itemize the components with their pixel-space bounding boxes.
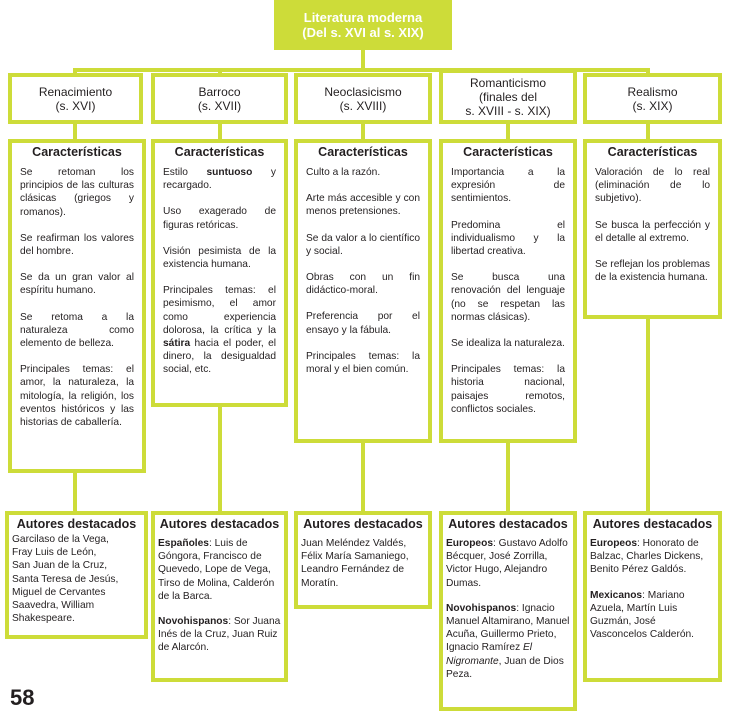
author-group [158, 615, 281, 655]
author-group [590, 589, 715, 642]
author-line: Fray Luis de León, [12, 547, 97, 559]
characteristic-item [163, 166, 276, 192]
connector-v-ren-low [73, 470, 77, 514]
period-romanticismo [439, 69, 577, 124]
author-group-text: : Honorato de Balzac, Charles Dickens, Benito Pérez Galdós. [590, 538, 704, 576]
title-line1: Literatura moderna [303, 10, 423, 25]
connector-v-bar-low [218, 404, 222, 514]
characteristic-item: Uso exagerado de figuras retóricas. [163, 206, 276, 231]
connector-v-rom-low [506, 440, 510, 514]
period-years-line2: s. XVIII - s. XIX) [465, 103, 551, 118]
authors-heading: Autores destacados [303, 517, 423, 531]
characteristic-item: Principales temas: el amor, la naturaleza, la mitología, la religión, los eventos históricos y las historias de caballería. [20, 364, 134, 429]
author-group-label: Novohispanos [158, 616, 229, 628]
characteristic-item: Se retoma a la naturaleza como elemento de belleza. [20, 311, 134, 350]
author-line: Garcilaso de la Vega, [12, 534, 109, 545]
author-group-label: Mexicanos [590, 589, 643, 601]
period-realismo [583, 73, 722, 124]
period-neoclasicismo [294, 73, 432, 124]
author-group [446, 537, 570, 590]
authors-neoclasicismo [294, 511, 432, 609]
period-name: Barroco [198, 84, 241, 99]
characteristic-item: Se retoman los principios de las culturas clásicas (griegos y romanos). [20, 167, 134, 218]
author-line: Miguel de Cervantes [12, 586, 106, 598]
author-group [446, 602, 570, 681]
authors-realismo [583, 511, 722, 682]
characteristics-heading: Características [32, 145, 122, 159]
text-segment: y recargado. [163, 167, 276, 192]
author-group-text: : Luis de Góngora, Francisco de Quevedo, Lope de Vega, Tirso de Molina, Calderón de la Barca. [158, 538, 275, 602]
author-group-text: : Mariano Azuela, Martín Luis Guzmán, José Vasconcelos Calderón. [590, 589, 695, 641]
characteristic-item: Se reflejan los problemas de la existencia humana. [595, 259, 710, 284]
title-line2: (Del s. XVI al s. XIX) [302, 25, 424, 40]
characteristic-item: Principales temas: la historia nacional, paisajes remotos, conflictos sociales. [451, 364, 565, 415]
characteristic-item: Principales temas: la moral y el bien común. [306, 350, 420, 376]
period-years: (s. XVIII) [339, 98, 387, 113]
author-line: Saavedra, William [12, 600, 95, 612]
author-group-text: : Ignacio Manuel Altamirano, Manuel Acuña, Guillermo Prieto, Ignacio Ramírez [446, 602, 570, 654]
period-name: Realismo [627, 84, 678, 99]
connector-v-neo-low [361, 440, 365, 514]
period-name: Renacimiento [38, 84, 113, 99]
period-years: (s. XVII) [197, 98, 242, 113]
characteristic-item: Predomina el individualismo y la libertad creativa. [451, 219, 565, 258]
connector-v-rea-low [646, 316, 650, 514]
characteristic-item: Se da un gran valor al espíritu humano. [20, 272, 134, 297]
author-line: Shakespeare. [12, 613, 75, 625]
authors-heading: Autores destacados [16, 517, 137, 531]
author-line: San Juan de la Cruz, [12, 560, 108, 572]
emphasis-word: sátira [163, 338, 191, 350]
author-group: Juan Meléndez Valdés, Félix María Samaniego, Leandro Fernández de Moratín. [301, 538, 409, 589]
author-group-label: Novohispanos [446, 602, 517, 614]
characteristics-heading: Características [318, 145, 408, 159]
characteristic-item: Se busca una renovación del lenguaje (no se respetan las normas clásicas). [451, 272, 565, 323]
characteristic-item: Culto a la razón. [306, 167, 381, 178]
characteristic-item: Importancia a la expresión de sentimientos. [451, 167, 565, 205]
period-years: (s. XVI) [55, 98, 96, 113]
author-group-label: Españoles [158, 538, 209, 549]
text-segment: Estilo [163, 167, 207, 178]
characteristics-romanticismo [439, 139, 577, 443]
characteristic-item: Se reafirman los valores del hombre. [20, 232, 134, 258]
diagram-title [274, 0, 452, 50]
characteristic-item: Valoración de lo real (eliminación de lo subjetivo). [595, 167, 710, 205]
authors-renacimiento [5, 511, 148, 639]
period-barroco [151, 73, 288, 124]
characteristics-heading: Características [607, 145, 698, 159]
characteristics-realismo [583, 139, 722, 319]
characteristic-item: Se da valor a lo científico y social. [306, 232, 420, 257]
authors-romanticismo [439, 511, 577, 711]
characteristics-heading: Características [174, 145, 265, 159]
characteristic-item: Obras con un fin didáctico-moral. [306, 272, 420, 297]
emphasis-word: suntuoso [206, 167, 253, 178]
characteristic-item: Visión pesimista de la existencia humana. [163, 245, 276, 271]
author-line: Santa Teresa de Jesús, [12, 573, 119, 585]
characteristic-item: Preferencia por el ensayo y la fábula. [306, 311, 420, 336]
authors-barroco [151, 511, 288, 682]
text-segment: Principales temas: el pesimismo, el amor como experiencia dolorosa, la crítica y la [163, 285, 276, 336]
author-group-label: Europeos [590, 538, 637, 549]
characteristics-heading: Características [463, 145, 553, 159]
authors-heading: Autores destacados [448, 517, 568, 531]
characteristic-item [163, 284, 276, 376]
author-nickname: El Nigromante [446, 642, 533, 667]
characteristic-item: Se busca la perfección y el detalle al extremo. [595, 219, 710, 244]
author-group [590, 537, 715, 577]
characteristic-item: Se idealiza la naturaleza. [451, 338, 565, 350]
authors-heading: Autores destacados [592, 517, 713, 531]
authors-heading: Autores destacados [159, 517, 280, 531]
author-group [158, 537, 281, 603]
period-renacimiento [8, 73, 143, 124]
page-number: 58 [10, 685, 35, 710]
period-years-line1: (finales del [478, 89, 538, 104]
text-segment: hacia el poder, el dinero, la desigualdad social, etc. [163, 338, 276, 376]
characteristic-item: Arte más accesible y con menos pretensiones. [306, 193, 420, 218]
characteristics-renacimiento [8, 139, 146, 473]
author-group-text: : Sor Juana Inés de la Cruz, Juan Ruiz de Alarcón. [158, 616, 281, 654]
characteristics-neoclasicismo [294, 139, 432, 443]
characteristics-barroco [151, 139, 288, 407]
period-years: (s. XIX) [632, 98, 673, 113]
author-group-label: Europeos [446, 538, 493, 549]
author-group-text: , Juan de Dios Peza. [446, 655, 564, 680]
period-name: Romanticismo [469, 75, 547, 90]
author-group-text: : Gustavo Adolfo Bécquer, José Zorrilla, Victor Hugo, Alejandro Dumas. [446, 538, 568, 589]
period-name: Neoclasicismo [324, 84, 402, 99]
